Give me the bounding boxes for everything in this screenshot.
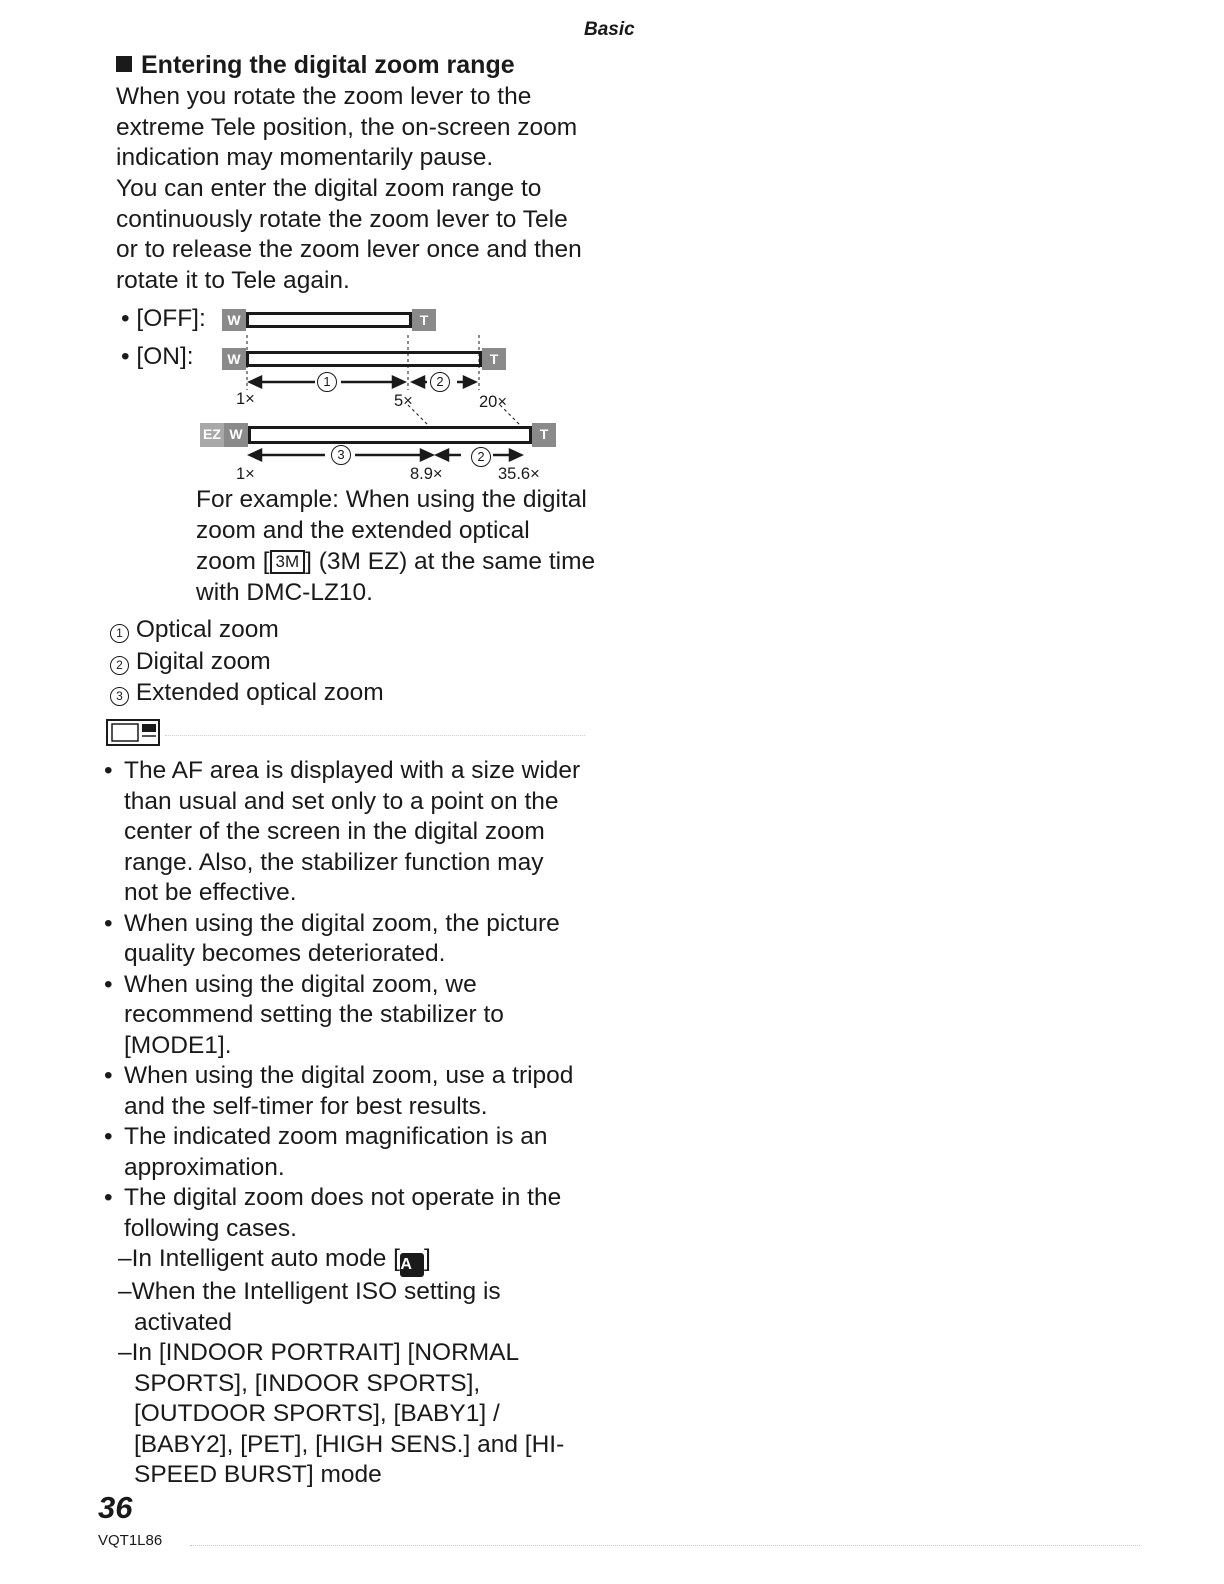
tick-label: 5× [394,392,413,410]
section-label: Basic [584,19,635,40]
off-label: • [OFF]: [121,305,206,332]
note-item: • When using the digital zoom, we recommend setting the stabilizer to [MODE1]. [104,970,584,1062]
note-item: • When using the digital zoom, use a tripod and the self-timer for best results. [104,1061,584,1122]
circle-2-marker: 2 [430,372,450,392]
tick-label: 1× [236,465,255,483]
w-end-icon: W [222,348,246,370]
legend-item [110,679,384,707]
zoom-bar-off [222,309,436,331]
text-line: continuously rotate the zoom lever to Tele [116,205,568,233]
ez-end-icon: EZ [200,423,224,447]
tick-label: 8.9× [410,465,443,483]
legend-text: Extended optical zoom [135,679,384,706]
t-end-icon: T [412,309,436,331]
legend-text: Digital zoom [135,648,271,675]
intro-paragraph-1 [116,82,577,174]
3m-size-icon: 3M [270,550,306,574]
footer-divider [190,1545,1140,1546]
note-divider [165,735,585,736]
sub-note-text: –In Intelligent auto mode [ [118,1245,400,1272]
square-bullet-icon [116,56,132,72]
text-line: or to release the zoom lever once and then [116,236,582,263]
zoom-bar-ez [200,423,556,447]
example-pre: For example: When using the digital zoom and the extended optical zoom [ [196,486,587,575]
text-line: You can enter the digital zoom range to [116,175,542,202]
legend-text: Optical zoom [135,616,279,643]
page-number: 36 [98,1490,133,1525]
w-end-icon: W [224,423,248,447]
bar-track [246,312,412,328]
legend-item [110,648,271,676]
intro-paragraph-2 [116,174,582,296]
sub-note-iso: –When the Intelligent ISO setting is activated [118,1278,501,1336]
t-end-icon: T [482,348,506,370]
legend-item [110,616,279,644]
t-end-icon: T [532,423,556,447]
text-line: rotate it to Tele again. [116,266,350,294]
tick-label: 1× [236,390,255,408]
note-item: • When using the digital zoom, the picture quality becomes deteriorated. [104,909,584,970]
note-icon [106,719,160,746]
circle-2-marker: 2 [471,447,491,467]
circle-2-icon: 2 [110,656,129,675]
sub-note-ia [120,1244,584,1277]
heading-text: Entering the digital zoom range [141,51,515,79]
notes-list [104,756,584,1491]
circle-1-marker: 1 [317,372,337,392]
note-item: • The digital zoom does not operate in the following cases. [104,1183,584,1244]
tick-label: 20× [479,393,507,411]
sub-note-scenes: –In [INDOOR PORTRAIT] [NORMAL SPORTS], [INDOOR SPORTS], [OUTDOOR SPORTS], [BABY1] / [BABY2], [PET], [HIGH SENS.] and [HI-SPEED BURST] mode [118,1339,565,1488]
example-post: ] (3M EZ) at the same time with DMC-LZ10. [196,548,596,606]
text-line: extreme Tele position, the on-screen zoom [116,113,578,141]
document-code: VQT1L86 [98,1532,163,1549]
example-text [196,484,596,608]
circle-3-marker: 3 [331,445,351,465]
sub-note-text: ] [423,1245,431,1272]
on-label: • [ON]: [121,343,194,370]
circle-1-icon: 1 [110,624,129,643]
note-item: • The indicated zoom magnification is an approximation. [104,1122,584,1183]
note-item: • The AF area is displayed with a size wider than usual and set only to a point on the center of the screen in the digital zoom range. Also, the stabilizer function may not be effective. [104,756,584,909]
text-line: indication may momentarily pause. [116,144,494,171]
intelligent-auto-icon: iA [400,1253,424,1277]
section-heading [116,51,515,80]
text-line: When you rotate the zoom lever to the [116,83,532,110]
bar-track [248,426,532,444]
w-end-icon: W [222,309,246,331]
circle-3-icon: 3 [110,687,129,706]
tick-label: 35.6× [498,465,540,483]
